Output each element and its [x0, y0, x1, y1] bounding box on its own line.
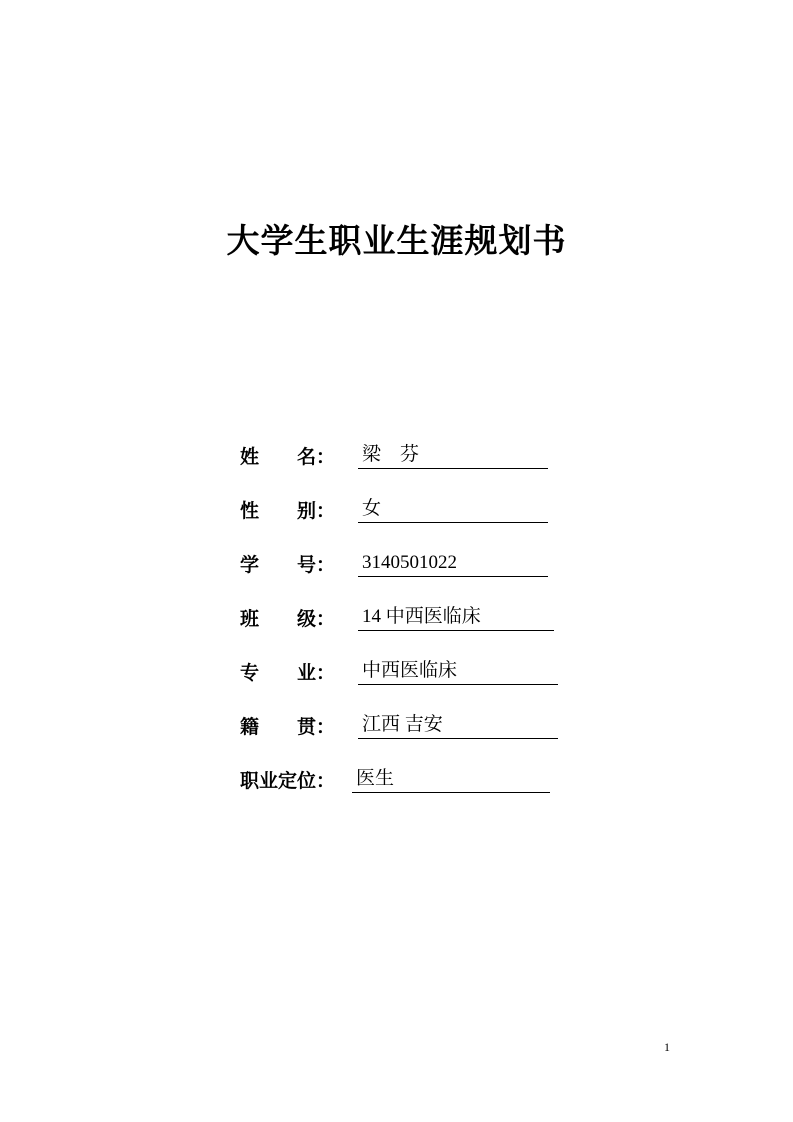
field-row-hometown — [240, 685, 600, 739]
field-row-gender — [240, 469, 600, 523]
field-label-hometown: 籍 贯： — [240, 716, 336, 738]
field-value-name[interactable]: 梁 芬 — [358, 439, 548, 469]
page-number: 1 — [664, 1040, 670, 1054]
field-row-name — [240, 415, 600, 469]
field-label-class: 班 级： — [240, 608, 336, 630]
field-row-class — [240, 577, 600, 631]
field-row-career-position — [240, 739, 600, 793]
field-row-major — [240, 631, 600, 685]
page-title: 大学生职业生涯规划书 — [226, 221, 567, 260]
field-value-gender[interactable]: 女 — [358, 493, 548, 523]
field-row-student-id — [240, 523, 600, 577]
field-label-career-position: 职业定位： — [240, 770, 336, 792]
field-value-hometown[interactable]: 江西 吉安 — [358, 709, 558, 739]
field-value-class[interactable]: 14 中西医临床 — [358, 601, 554, 631]
field-value-student-id[interactable]: 3140501022 — [358, 552, 548, 577]
field-label-major: 专 业： — [240, 662, 336, 684]
field-label-gender: 性 别： — [240, 500, 336, 522]
field-label-name: 姓 名： — [240, 446, 336, 468]
info-field-list — [240, 415, 600, 793]
field-value-major[interactable]: 中西医临床 — [358, 655, 558, 685]
field-label-student-id: 学 号： — [240, 554, 336, 576]
field-value-career-position[interactable]: 医生 — [352, 763, 550, 793]
